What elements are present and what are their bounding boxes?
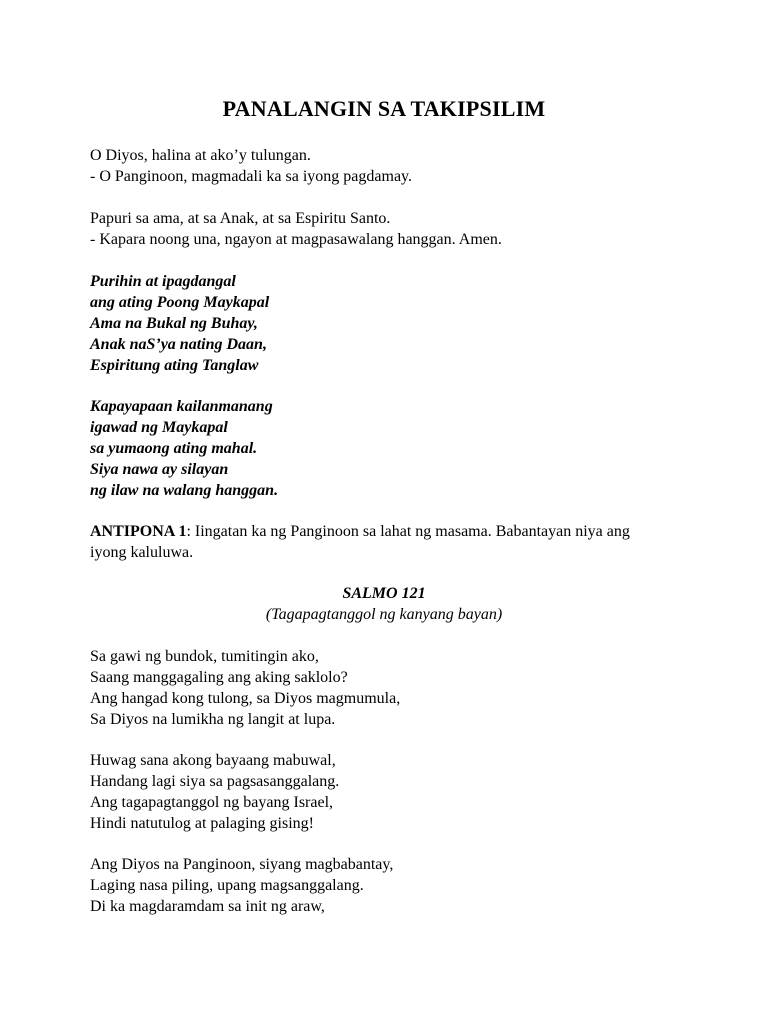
psalm-1-line-1: Sa gawi ng bundok, tumitingin ako, — [90, 648, 319, 665]
gloria-line-1: Papuri sa ama, at sa Anak, at sa Espiritu Santo. — [90, 210, 391, 227]
opening-line-1: O Diyos, halina at ako’y tulungan. — [90, 147, 311, 164]
psalm-2-line-4: Hindi natutulog at palaging gising! — [90, 815, 314, 832]
document-title: PANALANGIN SA TAKIPSILIM — [222, 96, 546, 121]
hymn-1-line-4: Anak naS’ya nating Daan, — [90, 336, 267, 353]
psalm-1-line-4: Sa Diyos na lumikha ng langit at lupa. — [90, 711, 336, 728]
antiphon-line-2: iyong kaluluwa. — [90, 544, 194, 561]
hymn-1-line-5: Espiritung ating Tanglaw — [90, 357, 259, 374]
psalm-1-line-3: Ang hangad kong tulong, sa Diyos magmumula, — [90, 690, 401, 707]
hymn-1-line-2: ang ating Poong Maykapal — [90, 294, 270, 311]
psalm-2-line-1: Huwag sana akong bayaang mabuwal, — [90, 752, 336, 769]
antiphon-text: : Iingatan ka ng Panginoon sa lahat ng masama. Babantayan niya ang — [186, 523, 630, 540]
hymn-2-line-4: Siya nawa ay silayan — [90, 461, 229, 478]
hymn-2-line-1: Kapayapaan kailanmanang — [90, 398, 273, 415]
antiphon-line-1 — [90, 521, 630, 542]
psalm-3-line-1: Ang Diyos na Panginoon, siyang magbabantay, — [90, 856, 394, 873]
hymn-2-line-5: ng ilaw na walang hanggan. — [90, 482, 279, 499]
psalm-2-line-2: Handang lagi siya sa pagsasanggalang. — [90, 773, 340, 790]
hymn-2-line-2: igawad ng Maykapal — [90, 419, 228, 436]
psalm-3-line-3: Di ka magdaramdam sa init ng araw, — [90, 898, 325, 915]
psalm-1-line-2: Saang manggagaling ang aking saklolo? — [90, 669, 348, 686]
psalm-2-line-3: Ang tagapagtanggol ng bayang Israel, — [90, 794, 334, 811]
hymn-1-line-3: Ama na Bukal ng Buhay, — [90, 315, 258, 332]
psalm-subtitle: (Tagapagtanggol ng kanyang bayan) — [265, 606, 503, 623]
opening-line-2: - O Panginoon, magmadali ka sa iyong pagdamay. — [90, 168, 412, 185]
psalm-heading: SALMO 121 — [342, 585, 426, 602]
hymn-2-line-3: sa yumaong ating mahal. — [90, 440, 258, 457]
psalm-3-line-2: Laging nasa piling, upang magsanggalang. — [90, 877, 364, 894]
gloria-line-2: - Kapara noong una, ngayon at magpasawalang hanggan. Amen. — [90, 231, 502, 248]
hymn-1-line-1: Purihin at ipagdangal — [90, 273, 236, 290]
antiphon-label: ANTIPONA 1 — [90, 523, 187, 540]
